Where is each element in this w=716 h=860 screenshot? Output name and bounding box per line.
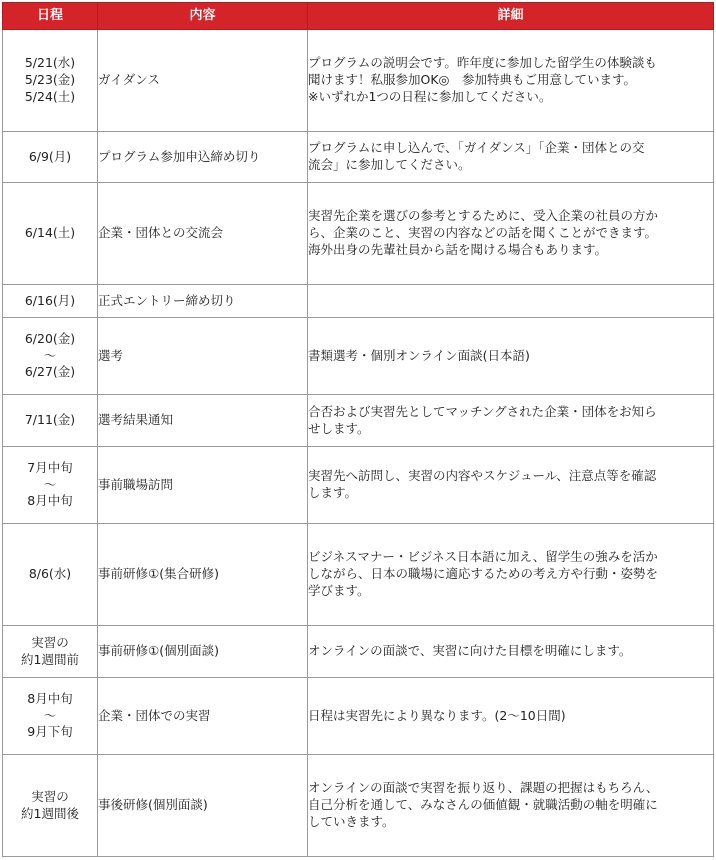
content-cell: 選考結果通知 bbox=[98, 395, 308, 447]
detail-line: プログラムの説明会です。昨年度に参加した留学生の体験談も bbox=[308, 55, 657, 71]
content-cell: 企業・団体での実習 bbox=[98, 678, 308, 755]
detail-line: 実習先企業を選びの参考とするために、受入企業の社員の方か bbox=[308, 208, 659, 224]
header-row bbox=[3, 3, 714, 30]
date-cell bbox=[3, 524, 98, 626]
table-row bbox=[3, 30, 714, 132]
date-line: 約1週間後 bbox=[21, 805, 79, 821]
date-line: 7/11(金) bbox=[24, 412, 76, 428]
detail-line: オンラインの面談で実習を振り返り、課題の把握はもちろん、 bbox=[308, 780, 659, 796]
header-content: 内容 bbox=[98, 3, 308, 30]
content-cell: 事前研修①(個別面談) bbox=[98, 626, 308, 678]
detail-line: ら、企業のこと、実習の内容などの話を聞くことができます。 bbox=[308, 225, 658, 241]
date-line: 9月下旬 bbox=[27, 724, 73, 740]
date-line: 実習の bbox=[31, 634, 69, 650]
date-line: 6/20(金) bbox=[24, 330, 76, 346]
detail-line: 流会」に参加してください。 bbox=[308, 157, 471, 172]
content-cell: 正式エントリー締め切り bbox=[98, 285, 308, 318]
detail-line: 合否および実習先としてマッチングされた企業・団体をお知ら bbox=[308, 403, 657, 419]
table-row bbox=[3, 524, 714, 626]
content-cell: プログラム参加申込締め切り bbox=[98, 132, 308, 183]
detail-cell bbox=[308, 132, 714, 183]
detail-line: していきます。 bbox=[308, 813, 395, 829]
detail-line: 実習先へ訪問し、実習の内容やスケジュール、注意点等を確認 bbox=[308, 468, 657, 484]
date-cell bbox=[3, 285, 98, 318]
table-row bbox=[3, 318, 714, 395]
date-cell bbox=[3, 395, 98, 447]
date-cell bbox=[3, 132, 98, 183]
detail-cell bbox=[308, 755, 714, 857]
date-line: ～ bbox=[43, 707, 57, 723]
table-row bbox=[3, 395, 714, 447]
content-cell: ガイダンス bbox=[98, 30, 308, 132]
date-line: 7月中旬 bbox=[27, 459, 73, 475]
detail-line: 日程は実習先により異なります。(2～10日間) bbox=[308, 707, 566, 723]
detail-line: オンラインの面談で、実習に向けた目標を明確にします。 bbox=[308, 643, 632, 659]
detail-cell bbox=[308, 30, 714, 132]
detail-cell bbox=[308, 395, 714, 447]
date-cell bbox=[3, 183, 98, 285]
detail-cell bbox=[308, 678, 714, 755]
detail-cell bbox=[308, 626, 714, 678]
header-detail: 詳細 bbox=[308, 3, 714, 30]
detail-line: 聞けます！私服参加OK◎ 参加特典もご用意しています。 bbox=[308, 72, 636, 88]
detail-cell bbox=[308, 285, 714, 318]
detail-line: します。 bbox=[308, 485, 358, 500]
date-line: 5/24(土) bbox=[24, 88, 76, 104]
date-line: 6/9(月) bbox=[28, 148, 72, 164]
detail-line: ※いずれか1つの日程に参加してください。 bbox=[308, 88, 552, 104]
date-cell bbox=[3, 318, 98, 395]
table-row bbox=[3, 285, 714, 318]
date-line: 約1週間前 bbox=[21, 651, 79, 667]
date-line: ～ bbox=[43, 347, 57, 363]
content-cell: 事前研修①(集合研修) bbox=[98, 524, 308, 626]
date-line: ～ bbox=[43, 476, 57, 492]
detail-line: 自己分析を通して、みなさんの価値観・就職活動の軸を明確に bbox=[308, 797, 658, 813]
detail-cell bbox=[308, 447, 714, 524]
date-line: 5/23(金) bbox=[24, 72, 76, 88]
detail-cell bbox=[308, 318, 714, 395]
date-line: 6/27(金) bbox=[24, 364, 76, 380]
date-line: 実習の bbox=[31, 788, 69, 804]
date-line: 5/21(水) bbox=[24, 55, 76, 71]
detail-cell bbox=[308, 183, 714, 285]
detail-line: 書類選考・個別オンライン面談(日本語) bbox=[308, 347, 530, 363]
detail-line: しながら、日本の職場に適応するための考え方や行動・姿勢を bbox=[308, 566, 659, 582]
date-cell bbox=[3, 447, 98, 524]
date-line: 8月中旬 bbox=[27, 690, 73, 706]
detail-line: ビジネスマナー・ビジネス日本語に加え、留学生の強みを活か bbox=[308, 549, 658, 565]
date-cell bbox=[3, 30, 98, 132]
date-line: 6/14(土) bbox=[24, 225, 76, 241]
table-row bbox=[3, 447, 714, 524]
date-line: 8月中旬 bbox=[27, 493, 73, 509]
detail-line: プログラムに申し込んで、「ガイダンス」「企業・団体との交 bbox=[308, 140, 645, 156]
detail-line: 海外出身の先輩社員から話を聞ける場合もあります。 bbox=[308, 241, 608, 257]
content-cell: 企業・団体との交流会 bbox=[98, 183, 308, 285]
content-cell: 事後研修(個別面談) bbox=[98, 755, 308, 857]
detail-cell bbox=[308, 524, 714, 626]
table-row bbox=[3, 678, 714, 755]
schedule-body bbox=[3, 30, 714, 857]
content-cell: 選考 bbox=[98, 318, 308, 395]
table-row bbox=[3, 755, 714, 857]
schedule-table bbox=[2, 2, 714, 857]
detail-line: 学びます。 bbox=[308, 582, 370, 598]
date-line: 6/16(月) bbox=[24, 292, 76, 308]
date-cell bbox=[3, 626, 98, 678]
header-date: 日程 bbox=[3, 3, 98, 30]
detail-line: せします。 bbox=[308, 420, 370, 436]
content-cell: 事前職場訪問 bbox=[98, 447, 308, 524]
date-line: 8/6(水) bbox=[28, 566, 72, 582]
table-row bbox=[3, 626, 714, 678]
table-row bbox=[3, 183, 714, 285]
date-cell bbox=[3, 678, 98, 755]
date-cell bbox=[3, 755, 98, 857]
table-row bbox=[3, 132, 714, 183]
